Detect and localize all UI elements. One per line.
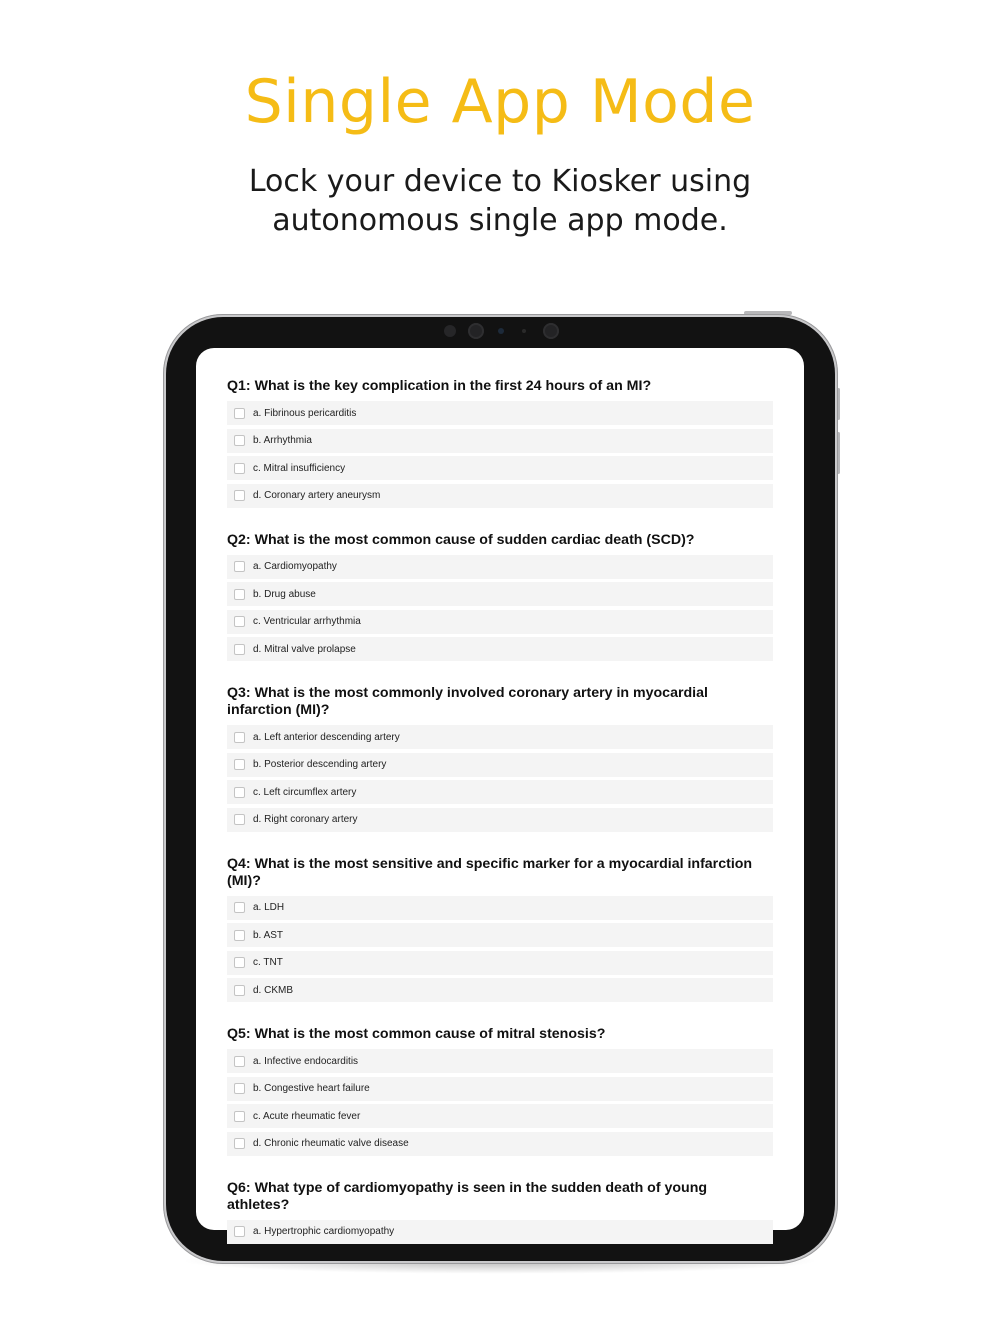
checkbox[interactable] bbox=[234, 1138, 245, 1149]
answer-option[interactable] bbox=[227, 978, 773, 1002]
answer-label: c. Mitral insufficiency bbox=[253, 462, 346, 474]
checkbox[interactable] bbox=[234, 930, 245, 941]
checkbox[interactable] bbox=[234, 732, 245, 743]
answer-option[interactable] bbox=[227, 753, 773, 777]
answer-option[interactable] bbox=[227, 1220, 773, 1244]
answer-label: c. TNT bbox=[253, 957, 283, 968]
subtitle-line-2: autonomous single app mode. bbox=[272, 203, 728, 238]
answer-label: a. Infective endocarditis bbox=[253, 1055, 359, 1067]
checkbox[interactable] bbox=[234, 759, 245, 770]
checkbox[interactable] bbox=[234, 814, 245, 825]
sensor-dot bbox=[522, 329, 526, 333]
answer-option[interactable] bbox=[227, 1077, 773, 1101]
answer-option[interactable] bbox=[227, 429, 773, 453]
answer-option[interactable] bbox=[227, 1049, 773, 1073]
answer-label: a. LDH bbox=[253, 902, 285, 913]
answer-label: a. Hypertrophic cardiomyopathy bbox=[253, 1226, 395, 1237]
answer-option[interactable] bbox=[227, 923, 773, 947]
answer-option[interactable] bbox=[227, 725, 773, 749]
question-title: Q2: What is the most common cause of sudden cardiac death (SCD)? bbox=[227, 531, 695, 548]
camera-indicator bbox=[498, 328, 504, 334]
answer-option[interactable] bbox=[227, 896, 773, 920]
answer-option[interactable] bbox=[227, 401, 773, 425]
checkbox[interactable] bbox=[234, 408, 245, 419]
answer-option[interactable] bbox=[227, 484, 773, 508]
checkbox[interactable] bbox=[234, 435, 245, 446]
answer-label: b. Posterior descending artery bbox=[253, 759, 387, 770]
question-title: Q1: What is the key complication in the first 24 hours of an MI? bbox=[227, 378, 652, 394]
answer-label: b. Drug abuse bbox=[253, 588, 316, 600]
checkbox[interactable] bbox=[234, 1226, 245, 1237]
checkbox[interactable] bbox=[234, 787, 245, 798]
answer-label: b. AST bbox=[253, 929, 284, 941]
answer-label: a. Cardiomyopathy bbox=[253, 561, 337, 572]
tablet-screen bbox=[196, 348, 804, 1237]
question-2 bbox=[227, 532, 773, 662]
answer-label: b. Arrhythmia bbox=[253, 435, 312, 446]
checkbox[interactable] bbox=[234, 644, 245, 655]
answer-label: d. Chronic rheumatic valve disease bbox=[253, 1138, 409, 1149]
answer-option[interactable] bbox=[227, 555, 773, 579]
answer-option[interactable] bbox=[227, 808, 773, 832]
question-1 bbox=[227, 378, 773, 508]
checkbox[interactable] bbox=[234, 589, 245, 600]
answer-option[interactable] bbox=[227, 1104, 773, 1128]
camera-lens-icon bbox=[468, 323, 484, 339]
checkbox[interactable] bbox=[234, 1083, 245, 1094]
question-4 bbox=[227, 856, 773, 1003]
answer-option[interactable] bbox=[227, 951, 773, 975]
answer-label: d. Right coronary artery bbox=[253, 814, 358, 825]
checkbox[interactable] bbox=[234, 985, 245, 996]
answer-label: a. Fibrinous pericarditis bbox=[253, 407, 357, 419]
checkbox[interactable] bbox=[234, 957, 245, 968]
headline-title: Single App Mode bbox=[244, 67, 756, 137]
answer-label: c. Ventricular arrhythmia bbox=[253, 616, 361, 627]
camera-lens-icon bbox=[543, 323, 559, 339]
question-title: Q6: What type of cardiomyopathy is seen in the sudden death of young athletes? bbox=[227, 1179, 708, 1213]
answer-label: c. Acute rheumatic fever bbox=[253, 1110, 361, 1122]
checkbox[interactable] bbox=[234, 1056, 245, 1067]
answer-label: d. Coronary artery aneurysm bbox=[253, 490, 381, 501]
quiz-form bbox=[227, 378, 773, 1268]
question-title: Q4: What is the most sensitive and specific marker for a myocardial infarction (MI)? bbox=[227, 855, 753, 889]
checkbox[interactable] bbox=[234, 561, 245, 572]
answer-option[interactable] bbox=[227, 456, 773, 480]
checkbox[interactable] bbox=[234, 1111, 245, 1122]
answer-label: a. Left anterior descending artery bbox=[253, 731, 400, 743]
answer-option[interactable] bbox=[227, 610, 773, 634]
answer-label: b. Congestive heart failure bbox=[253, 1083, 370, 1094]
checkbox[interactable] bbox=[234, 616, 245, 627]
answer-label: c. Left circumflex artery bbox=[253, 786, 357, 798]
checkbox[interactable] bbox=[234, 902, 245, 913]
answer-label: d. CKMB bbox=[253, 984, 294, 996]
checkbox[interactable] bbox=[234, 490, 245, 501]
answer-option[interactable] bbox=[227, 637, 773, 661]
question-3 bbox=[227, 685, 773, 832]
question-5 bbox=[227, 1026, 773, 1156]
checkbox[interactable] bbox=[234, 463, 245, 474]
sensor-dot bbox=[444, 325, 456, 337]
question-title: Q5: What is the most common cause of mitral stenosis? bbox=[227, 1026, 606, 1042]
answer-option[interactable] bbox=[227, 780, 773, 804]
answer-label: d. Mitral valve prolapse bbox=[253, 643, 356, 655]
subtitle-line-1: Lock your device to Kiosker using bbox=[248, 164, 752, 199]
question-6 bbox=[227, 1180, 773, 1244]
headline-subtitle bbox=[0, 162, 1000, 240]
question-title: Q3: What is the most commonly involved coronary artery in myocardial infarction (MI)? bbox=[227, 685, 708, 718]
answer-option[interactable] bbox=[227, 1132, 773, 1156]
answer-option[interactable] bbox=[227, 582, 773, 606]
